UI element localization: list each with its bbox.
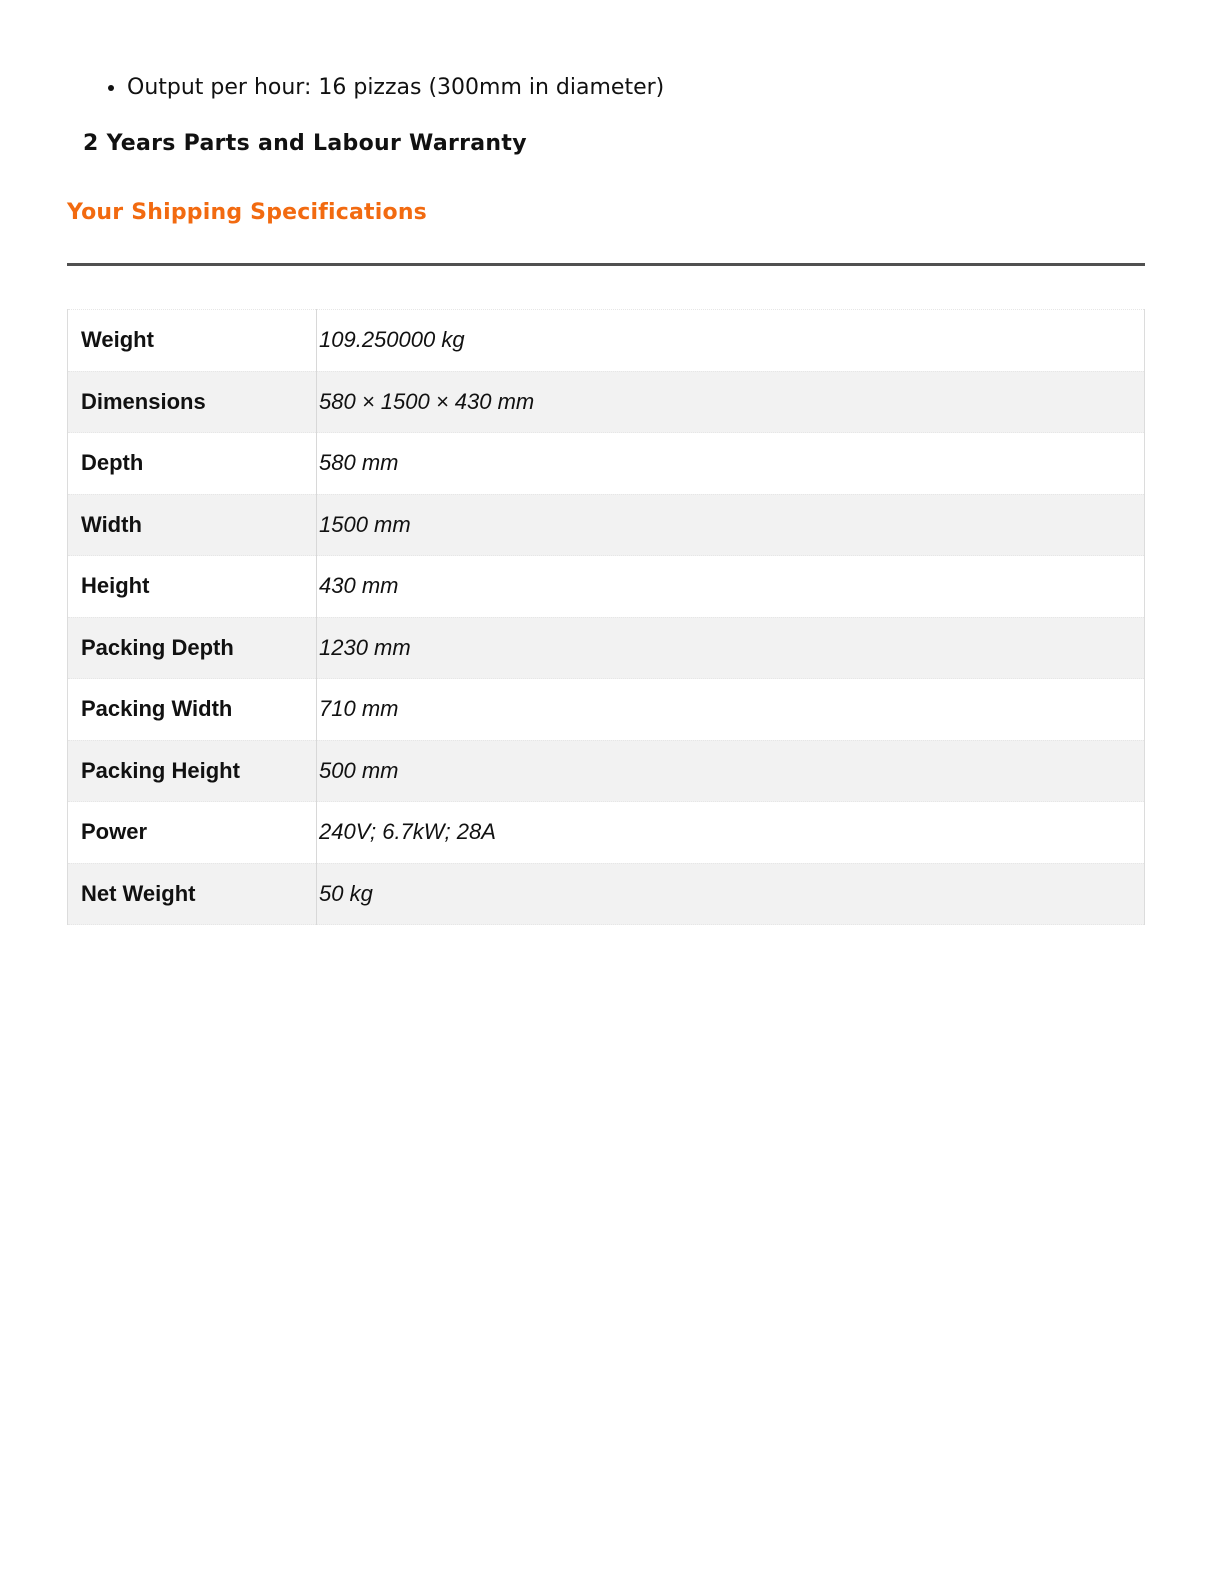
table-row bbox=[68, 494, 1145, 556]
spec-label: Packing Height bbox=[68, 740, 317, 802]
feature-item: • Output per hour: 16 pizzas (300mm in diameter) bbox=[127, 72, 664, 104]
spec-value: 1230 mm bbox=[319, 634, 411, 660]
spec-label: Packing Width bbox=[68, 679, 317, 741]
table-row bbox=[68, 617, 1145, 679]
table-row bbox=[68, 556, 1145, 618]
table-row bbox=[68, 863, 1145, 925]
table-row bbox=[68, 679, 1145, 741]
spec-label: Width bbox=[68, 494, 317, 556]
table-row bbox=[68, 371, 1145, 433]
spec-value: 710 mm bbox=[319, 696, 399, 722]
spec-label: Power bbox=[68, 802, 317, 864]
spec-value: 1500 mm bbox=[319, 511, 411, 537]
feature-list bbox=[104, 72, 664, 104]
spec-value: 500 mm bbox=[319, 757, 399, 783]
spec-label: Packing Depth bbox=[68, 617, 317, 679]
spec-value: 430 mm bbox=[319, 573, 399, 599]
spec-label: Weight bbox=[68, 310, 317, 372]
spec-label: Height bbox=[68, 556, 317, 618]
shipping-specs-table bbox=[67, 309, 1145, 925]
spec-value: 240V; 6.7kW; 28A bbox=[319, 819, 496, 845]
spec-value: 580 × 1500 × 430 mm bbox=[319, 388, 535, 414]
spec-label: Net Weight bbox=[68, 863, 317, 925]
spec-value: 580 mm bbox=[319, 450, 399, 476]
spec-value: 109.250000 kg bbox=[319, 327, 465, 353]
section-divider bbox=[67, 263, 1145, 266]
spec-label: Depth bbox=[68, 433, 317, 495]
table-row bbox=[68, 740, 1145, 802]
warranty-heading: 2 Years Parts and Labour Warranty bbox=[83, 131, 527, 156]
table-row bbox=[68, 433, 1145, 495]
spec-value: 50 kg bbox=[319, 880, 373, 906]
shipping-specifications-title: Your Shipping Specifications bbox=[67, 200, 427, 225]
table-row bbox=[68, 802, 1145, 864]
table-row bbox=[68, 310, 1145, 372]
spec-label: Dimensions bbox=[68, 371, 317, 433]
